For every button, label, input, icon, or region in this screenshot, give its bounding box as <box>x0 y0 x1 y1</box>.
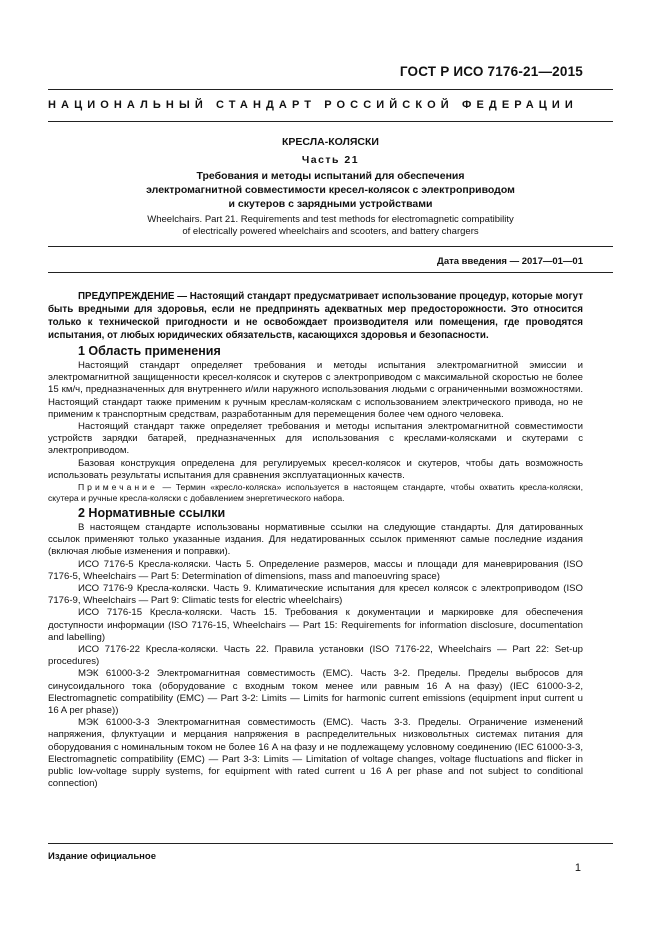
title-russian-line: электромагнитной совместимости кресел-колясок с электроприводом <box>146 184 515 196</box>
introduction-date: Дата введения — 2017—01—01 <box>437 256 583 267</box>
section-1-paragraph: Настоящий стандарт определяет требования и методы испытания электромагнитной эмиссии и электромагнитной защищенности кресел-колясок и скутеров с электроприводом с максимальной скоростью не более 15 км/ч, предназначенных для внутреннего и/или наружного использования людьми с ограниченными возможностями. Настоящий стандарт также применим к ручным креслам-коляскам с использованием электрического привода, но не применим к транспортным средствам, разработанным для перемещения более чем одного человека. <box>48 360 583 420</box>
title-english-line: Wheelchairs. Part 21. Requirements and test methods for electromagnetic compatibility <box>147 214 514 225</box>
title-english <box>48 214 613 238</box>
warning-paragraph: ПРЕДУПРЕЖДЕНИЕ — Настоящий стандарт предусматривает использование процедур, которые могут быть вредными для здоровья, если не предпринять адекватных мер предосторожности. Это относится только к технической пригодности и не освобождает производителя или помещения, где проводятся испытания, от любых юридических обязательств, касающихся здоровья и безопасности. <box>48 291 583 341</box>
normative-reference: ИСО 7176-5 Кресла-коляски. Часть 5. Определение размеров, массы и площади для маневрирования (ISO 7176-5, Wheelchairs — Part 5: Determination of dimensions, mass and manoeuvring space) <box>48 558 583 582</box>
section-1-note <box>48 482 583 504</box>
normative-reference: ИСО 7176-9 Кресла-коляски. Часть 9. Климатические испытания для кресел колясок с электроприводом (ISO 7176-9, Wheelchairs — Part 9: Climatic tests for electric wheelchairs) <box>48 583 583 607</box>
title-russian-line: Требования и методы испытаний для обеспечения <box>196 170 465 182</box>
date-rule <box>48 272 613 273</box>
note-label: Примечание <box>78 482 158 493</box>
title-russian <box>48 169 613 211</box>
header-rule-top <box>48 89 613 90</box>
title-russian-line: и скутеров с зарядными устройствами <box>228 198 433 210</box>
standard-code: ГОСТ Р ИСО 7176-21—2015 <box>399 64 583 79</box>
section-1-paragraph: Базовая конструкция определена для регулируемых кресел-колясок и скутеров, чтобы дать возможность использовать результаты испытания для сравнения эксплуатационных качеств. <box>48 457 583 481</box>
document-body <box>48 290 583 791</box>
note-text: — Термин «кресло-коляска» используется в настоящем стандарте, чтобы охватить кресла-коляски, скутера и ручные кресла-коляски с добавлением энергетического набора. <box>48 482 583 504</box>
section-1-paragraph: Настоящий стандарт также определяет требования и методы испытания электромагнитной совместимости устройств зарядки батарей, предназначенных для использования с креслами-колясками и скутерами с электроприводом. <box>48 421 583 457</box>
normative-reference: ИСО 7176-15 Кресла-коляски. Часть 15. Требования к документации и маркировке для обеспечения доступности информации (ISO 7176-15, Wheelchairs — Part 15: Requirements for information disclosure, documentation and labelling) <box>48 607 583 643</box>
normative-reference: МЭК 61000-3-2 Электромагнитная совместимость (ЕМС). Часть 3-2. Пределы. Пределы выбросов для синусоидального тока (оборудование с входным током менее или равным 16 А на фазу) (IEC 61000-3-2, Electromagnetic compatibility (EMC) — Part 3-2: Limits — Limits for harmonic current emissions (equipment input current u 16 A per phase)) <box>48 668 583 717</box>
section-1-heading: 1 Область применения <box>78 344 221 358</box>
title-rule <box>48 246 613 247</box>
normative-reference: ИСО 7176-22 Кресла-коляски. Часть 22. Правила установки (ISO 7176-22, Wheelchairs — Part 22: Set-up procedures) <box>48 644 583 668</box>
document-part: Часть 21 <box>301 154 360 166</box>
national-standard-label: НАЦИОНАЛЬНЫЙ СТАНДАРТ РОССИЙСКОЙ ФЕДЕРАЦИИ <box>48 99 578 111</box>
document-title: КРЕСЛА-КОЛЯСКИ <box>282 136 379 148</box>
footer-rule <box>48 843 613 844</box>
section-2-intro: В настоящем стандарте использованы нормативные ссылки на следующие стандарты. Для датированных ссылок применяют только указанные издания. Для недатированных ссылок применяют самые последние издания (включая любые изменения и поправки). <box>48 522 583 558</box>
normative-reference: МЭК 61000-3-3 Электромагнитная совместимость (ЕМС). Часть 3-3. Пределы. Ограничение изменений напряжения, флуктуации и мерцания напряжения в распределительных низковольтных системах питания для оборудования с номинальным током не более 16 А на фазу и не подлежащему условному соединению (IEC 61000-3-3, Electromagnetic compatibility (EMC) — Part 3-3: Limits — Limitation of voltage changes, voltage fluctuations and flicker in public low-voltage supply systems, for equipment with rated current u 16 A per phase and not subject to conditional connection) <box>48 717 583 790</box>
title-english-line: of electrically powered wheelchairs and scooters, and battery chargers <box>182 226 479 237</box>
edition-label: Издание официальное <box>48 851 156 862</box>
header-rule-bottom <box>48 121 613 122</box>
page-number: 1 <box>574 862 581 874</box>
section-2-heading: 2 Нормативные ссылки <box>78 506 226 521</box>
